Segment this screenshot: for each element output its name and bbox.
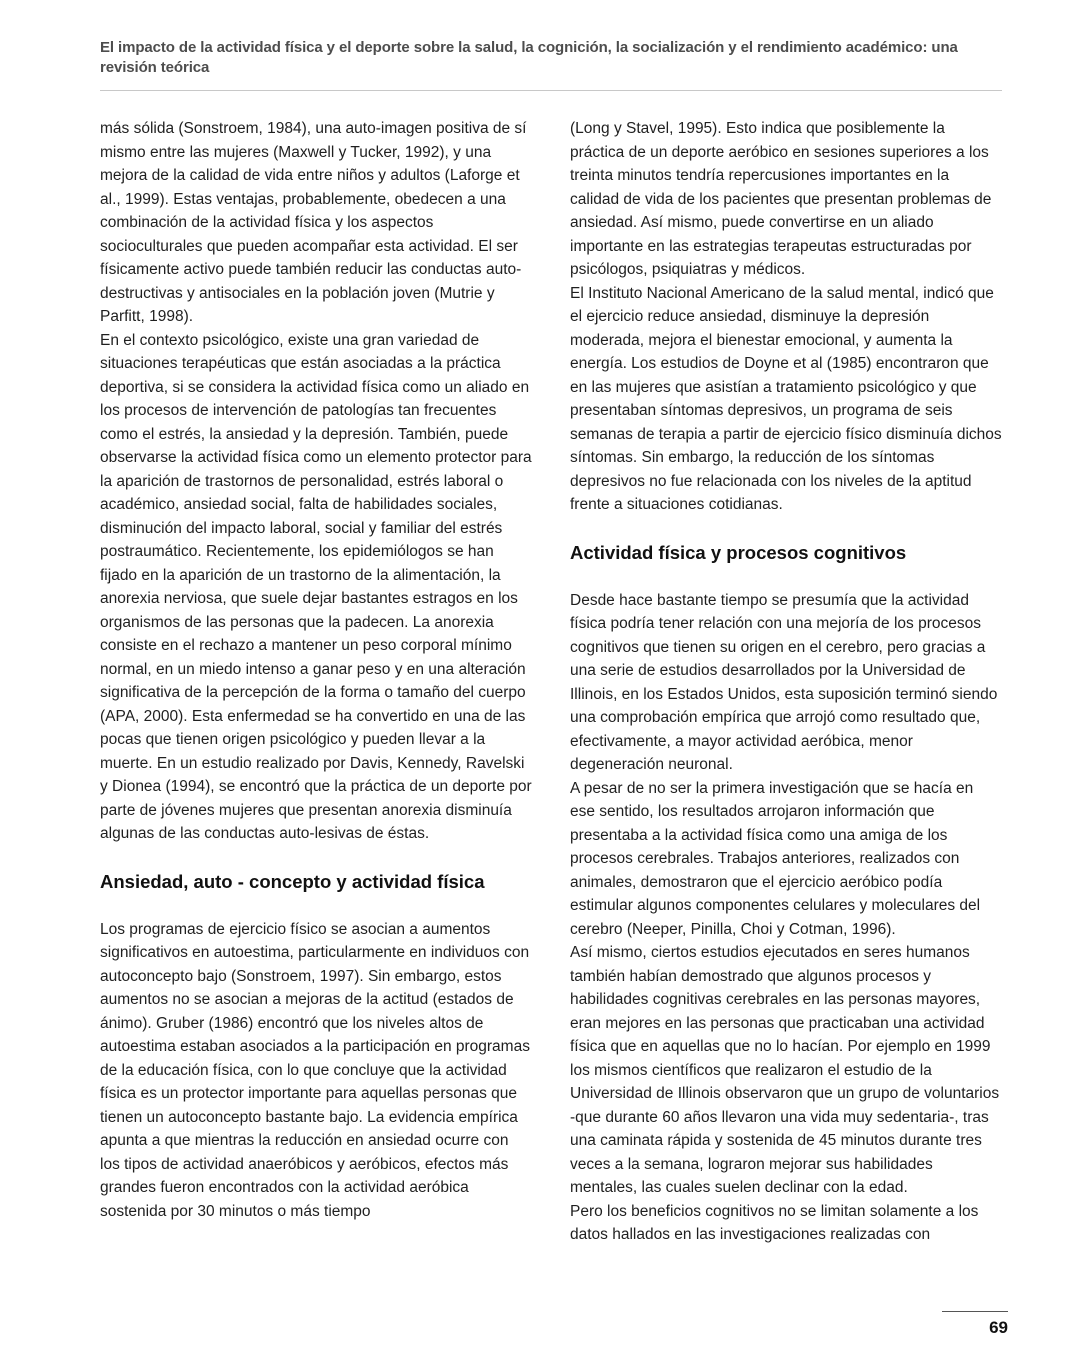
paragraph: A pesar de no ser la primera investigación que se hacía en ese sentido, los resultados arrojaron información que presentaba a la actividad física como una amiga de los procesos cerebrales. Trabajos anteriores, realizados con animales, demostraron que el ejercicio aeróbico podía estimular algunos componentes celulares y moleculares del cerebro (Neeper, Pinilla, Choi y Cotman, 1996).: [570, 779, 981, 938]
left-column: [100, 117, 532, 1247]
paragraph: Los programas de ejercicio físico se asocian a aumentos significativos en autoestima, particularmente en individuos con autoconcepto bajo (Sonstroem, 1997). Sin embargo, estos aumentos no se asocian a mejoras de la actitud (estados de ánimo). Gruber (1986) encontró que los niveles altos de autoestima estaban asociados a la participación en programas de la educación física, con lo que concluye que la actividad física es un protector importante para aquellas personas que tienen un autoconcepto bastante bajo. La evidencia empírica apunta a que mientras la reducción en ansiedad ocurre con los tipos de actividad anaeróbicos y aeróbicos, efectos más grandes fueron encontrados con la actividad aeróbica sostenida por 30 minutos o más tiempo: [100, 920, 530, 1220]
paragraph: En el contexto psicológico, existe una gran variedad de situaciones terapéuticas que están asociadas a la práctica deportiva, si se considera la actividad física como un aliado en los procesos de intervención de patologías tan frecuentes como el estrés, la ansiedad y la depresión. También, puede observarse la actividad física como un elemento protector para la aparición de trastornos de personalidad, estrés laboral o académico, ansiedad social, falta de habilidades sociales, disminución del impacto laboral, social y familiar del estrés postraumático. Recientemente, los epidemiólogos se han fijado en la aparición de un trastorno de la alimentación, la anorexia nerviosa, que suele dejar bastantes estragos en los organismos de las personas que la padecen. La anorexia consiste en el rechazo a mantener un peso corporal mínimo normal, en un miedo intenso a ganar peso y en una alteración significativa de la percepción de la forma o tamaño del cuerpo (APA, 2000). Esta enfermedad se ha convertido en una de las pocas que tienen origen psicológico y pueden llevar a la muerte. En un estudio realizado por Davis, Kennedy, Ravelski y Dionea (1994), se encontró que la práctica de un deporte por parte de jóvenes mujeres que presentan anorexia disminuía algunas de las conductas auto-lesivas de éstas.: [100, 331, 532, 842]
two-column-body: [100, 117, 1002, 1247]
section-heading-cognitive-processes: Actividad física y procesos cognitivos: [570, 541, 907, 563]
page-number: 69: [942, 1311, 1008, 1338]
paragraph: El Instituto Nacional Americano de la salud mental, indicó que el ejercicio reduce ansiedad, disminuye la depresión moderada, mejora el bienestar emocional, y aumenta la energía. Los estudios de Doyne et al (1985) encontraron que en las mujeres que asistían a tratamiento psicológico y que presentaban síntomas depresivos, un programa de seis semanas de terapia a partir de ejercicio físico disminuía dichos síntomas. Sin embargo, la reducción de los síntomas depresivos no fue relacionada con los niveles de la aptitud frente a situaciones cotidianas.: [570, 284, 1002, 513]
right-column: [570, 117, 1002, 1247]
paragraph: más sólida (Sonstroem, 1984), una auto-imagen positiva de sí mismo entre las mujeres (Maxwell y Tucker, 1992), y una mejora de la calidad de vida entre niños y adultos (Laforge et al., 1999). Estas ventajas, probablemente, obedecen a una combinación de la actividad física y los aspectos socioculturales que pueden acompañar esta actividad. El ser físicamente activo puede también reducir las conductas auto-destructivas y antisociales en la población joven (Mutrie y Parfitt, 1998).: [100, 120, 527, 325]
paragraph: Así mismo, ciertos estudios ejecutados en seres humanos también habían demostrado que algunos procesos y habilidades cognitivas cerebrales en las personas mayores, eran mejores en las personas que practicaban una actividad física que en aquellas que no lo hacían. Por ejemplo en 1999 los mismos científicos que realizaron el estudio de la Universidad de Illinois observaron que un grupo de voluntarios -que durante 60 años llevaron una vida muy sedentaria-, tras una caminata rápida y sostenida de 45 minutos durante tres veces a la semana, lograron mejorar sus habilidades mentales, las cuales suelen declinar con la edad.: [570, 944, 1000, 1197]
paragraph: Desde hace bastante tiempo se presumía que la actividad física podría tener relación con una mejoría de los procesos cognitivos que tienen su origen en el cerebro, pero gracias a una serie de estudios desarrollados por la Universidad de Illinois, en los Estados Unidos, esta suposición terminó siendo una comprobación empírica que arrojó como resultado que, efectivamente, a mayor actividad aeróbica, menor degeneración neuronal.: [570, 591, 998, 774]
running-head-title: El impacto de la actividad física y el deporte sobre la salud, la cognición, la socialización y el rendimiento académico: una revisión teórica: [100, 39, 958, 76]
paragraph: (Long y Stavel, 1995). Esto indica que posiblemente la práctica de un deporte aeróbico en sesiones superiores a los treinta minutos tendría repercusiones importantes en la calidad de vida de los pacientes que presentan problemas de ansiedad. Así mismo, puede convertirse en un aliado importante en las estrategias terapeutas estructuradas por psicólogos, psiquiatras y médicos.: [570, 120, 992, 278]
paragraph: Pero los beneficios cognitivos no se limitan solamente a los datos hallados en las investigaciones realizadas con: [570, 1202, 979, 1244]
section-heading-anxiety-self-concept: Ansiedad, auto - concepto y actividad física: [100, 870, 485, 892]
header-divider: [100, 90, 1002, 91]
